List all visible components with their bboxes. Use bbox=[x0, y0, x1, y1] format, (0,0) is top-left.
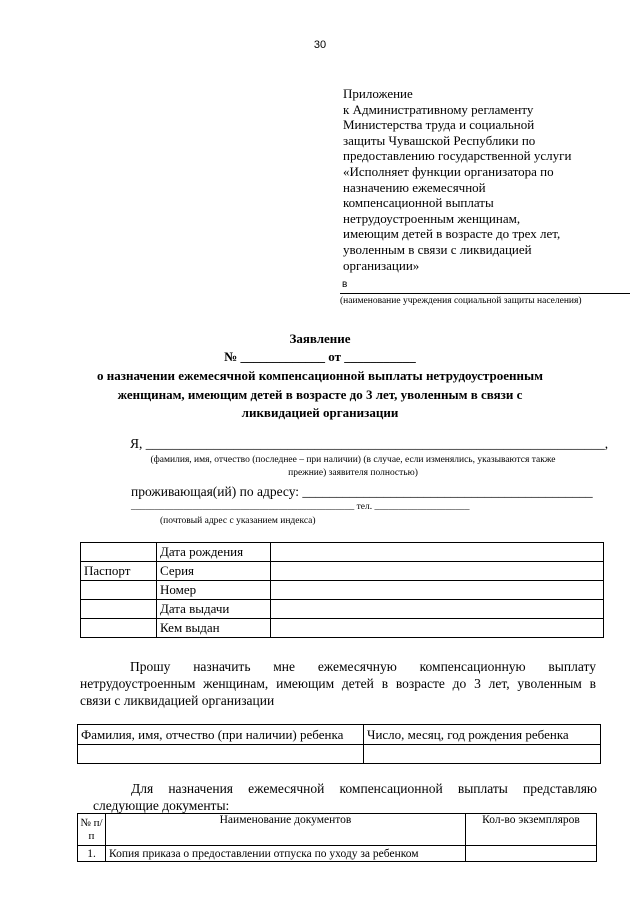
form-title: Заявление bbox=[289, 331, 351, 346]
passport-table bbox=[80, 542, 604, 638]
appendix-line: к Административному регламенту bbox=[343, 101, 534, 117]
documents-table bbox=[77, 813, 597, 862]
documents-table-row bbox=[78, 846, 597, 862]
passport-value-cell[interactable] bbox=[271, 562, 604, 581]
passport-row bbox=[81, 600, 604, 619]
appendix-line: предоставлению государственной услуги bbox=[343, 148, 572, 164]
form-subtitle-line: о назначении ежемесячной компенсационной выплаты нетрудоустроенным bbox=[97, 368, 543, 383]
appendix-line: Министерства труда и социальной bbox=[343, 117, 535, 133]
documents-intro-line-2: следующие документы: bbox=[93, 798, 230, 813]
address-phone-line[interactable]: _______________________________________________ тел. ____________________ bbox=[131, 502, 470, 512]
request-line-3: связи с ликвидацией организации bbox=[80, 693, 275, 708]
passport-row bbox=[81, 619, 604, 638]
passport-group-cell bbox=[81, 619, 157, 638]
documents-count-header: Кол-во экземпляров bbox=[466, 814, 597, 846]
request-word: Прошу bbox=[130, 659, 171, 674]
appendix-block bbox=[343, 86, 613, 273]
passport-group-cell bbox=[81, 581, 157, 600]
request-word: компенсационную bbox=[419, 659, 526, 674]
appendix-line: компенсационной выплаты bbox=[343, 195, 494, 211]
address-caption: (почтовый адрес с указанием индекса) bbox=[160, 516, 316, 526]
request-word: мне bbox=[273, 659, 296, 674]
child-table-header bbox=[78, 725, 601, 745]
request-word: назначить bbox=[193, 659, 251, 674]
documents-num-header: № п/п bbox=[78, 814, 106, 846]
document-count-cell[interactable] bbox=[466, 846, 597, 862]
passport-value-cell[interactable] bbox=[271, 543, 604, 562]
child-name-cell[interactable] bbox=[78, 745, 364, 764]
passport-row bbox=[81, 581, 604, 600]
applicant-name-caption: (фамилия, имя, отчество (последнее – при наличии) (в случае, если изменялись, указываются также bbox=[150, 455, 556, 465]
recipient-caption: (наименование учреждения социальной защиты населения) bbox=[340, 296, 582, 306]
passport-value-cell[interactable] bbox=[271, 619, 604, 638]
documents-name-header: Наименование документов bbox=[106, 814, 466, 846]
document-number: 1. bbox=[78, 846, 106, 862]
passport-row bbox=[81, 543, 604, 562]
child-birthdate-header: Число, месяц, год рождения ребенка bbox=[364, 725, 601, 745]
appendix-line: нетрудоустроенным женщинам, bbox=[343, 210, 521, 226]
passport-value-cell[interactable] bbox=[271, 581, 604, 600]
request-line-1 bbox=[130, 659, 596, 675]
passport-group-cell: Паспорт bbox=[81, 562, 157, 581]
passport-field-label: Серия bbox=[157, 562, 271, 581]
appendix-line: «Исполняет функции организатора по bbox=[343, 163, 554, 179]
child-birthdate-cell[interactable] bbox=[364, 745, 601, 764]
child-table-row bbox=[78, 745, 601, 764]
documents-table-header bbox=[78, 814, 597, 846]
passport-value-cell[interactable] bbox=[271, 600, 604, 619]
request-word: выплату bbox=[548, 659, 596, 674]
appendix-line: назначению ежемесячной bbox=[343, 179, 486, 195]
passport-field-label: Дата выдачи bbox=[157, 600, 271, 619]
child-name-header: Фамилия, имя, отчество (при наличии) ребенка bbox=[78, 725, 364, 745]
form-number-line[interactable]: № _____________ от ___________ bbox=[224, 349, 416, 364]
request-word: ежемесячную bbox=[317, 659, 397, 674]
passport-row bbox=[81, 562, 604, 581]
appendix-line: организации» bbox=[343, 257, 420, 273]
document-name: Копия приказа о предоставлении отпуска по уходу за ребенком bbox=[106, 846, 466, 862]
recipient-input-line[interactable] bbox=[340, 293, 630, 294]
recipient-prefix: в bbox=[342, 279, 348, 290]
passport-group-cell bbox=[81, 543, 157, 562]
applicant-name-line[interactable]: Я, ____________________________________________________________________, bbox=[130, 436, 609, 451]
form-subtitle-line: ликвидацией организации bbox=[241, 405, 399, 420]
page-number: 30 bbox=[313, 39, 327, 51]
appendix-line: защиты Чувашской Республики по bbox=[343, 132, 536, 148]
passport-field-label: Дата рождения bbox=[157, 543, 271, 562]
appendix-line: Приложение bbox=[343, 86, 413, 101]
passport-field-label: Кем выдан bbox=[157, 619, 271, 638]
appendix-line: имеющим детей в возрасте до трех лет, bbox=[343, 226, 561, 242]
passport-field-label: Номер bbox=[157, 581, 271, 600]
child-table bbox=[77, 724, 601, 764]
passport-group-cell bbox=[81, 600, 157, 619]
request-line-2: нетрудоустроенным женщинам, имеющим детей в возрасте до 3 лет, уволенным в bbox=[80, 676, 596, 691]
address-line[interactable]: проживающая(ий) по адресу: ___________________________________________ bbox=[131, 484, 593, 499]
form-subtitle-line: женщинам, имеющим детей в возрасте до 3 лет, уволенным в связи с bbox=[117, 387, 523, 402]
documents-intro-line-1: Для назначения ежемесячной компенсационной выплаты представляю bbox=[131, 781, 597, 796]
applicant-name-caption: прежние) заявителя полностью) bbox=[288, 468, 418, 478]
appendix-line: уволенным в связи с ликвидацией bbox=[343, 241, 532, 257]
